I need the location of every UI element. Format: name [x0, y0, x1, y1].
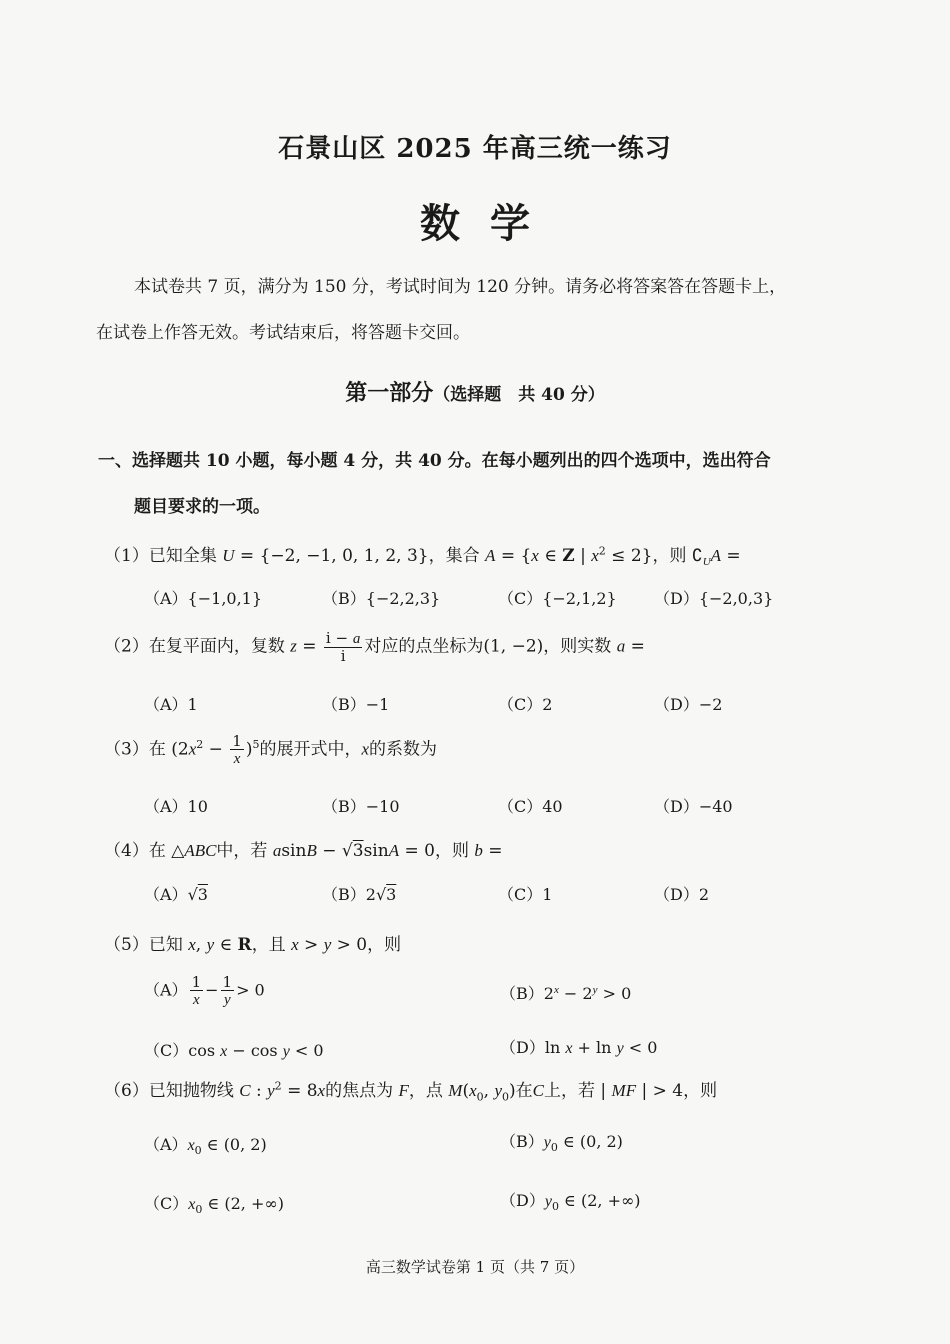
- part-title: 第一部分: [345, 380, 434, 406]
- part-note: （选择题 共 40 分）: [433, 385, 605, 405]
- option-4A[interactable]: （A）√3: [144, 885, 208, 904]
- option-3C[interactable]: （C）40: [498, 797, 563, 816]
- option-2D[interactable]: （D）−2: [654, 695, 723, 714]
- question-1: （1）已知全集 U = {−2, −1, 0, 1, 2, 3}，集合 A = {x ∈ Z | $x^2 \le 2$}，则 $∁_UA$ =: [104, 544, 741, 569]
- part-heading: [0, 376, 950, 407]
- question-number: （4）: [104, 841, 149, 861]
- option-4C[interactable]: （C）1: [498, 885, 553, 904]
- question-number: （5）: [104, 935, 149, 955]
- option-6D[interactable]: $(D)y_0$ ∈ (2, +∞): [500, 1191, 641, 1214]
- option-5B[interactable]: $(B)2^x - 2^y > 0$: [500, 983, 632, 1003]
- option-4D[interactable]: （D）2: [654, 885, 710, 904]
- question-number: （2）: [104, 636, 149, 657]
- option-5D[interactable]: （D）ln x + ln y < 0: [500, 1038, 658, 1057]
- section-instruction-1: 一、选择题共 10 小题，每小题 4 分，共 40 分。在每小题列出的四个选项中，选出符合: [98, 451, 771, 471]
- option-4B[interactable]: （B）2√3: [322, 885, 397, 904]
- option-5C[interactable]: （C）cos x − cos y < 0: [144, 1041, 324, 1060]
- option-1C[interactable]: （C）{−2,1,2}: [498, 589, 617, 608]
- option-5A[interactable]: （A） $\frac{1}{x}$ − $\frac{1}{y}$ > 0: [144, 973, 265, 1008]
- option-6C[interactable]: $(C)x_0$ ∈ (2, +∞): [144, 1194, 284, 1217]
- intro-line-2: 在试卷上作答无效。考试结束后，将答题卡交回。: [96, 323, 470, 343]
- option-1B[interactable]: （B）{−2,2,3}: [322, 589, 441, 608]
- question-5: （5）已知 x, y ∈ R，且 x > y > 0，则: [104, 935, 402, 955]
- question-6: （6）已知抛物线 C : $y^2 = 8x$的焦点为 F，点 $M(x_0$, $y_0$)在C上，若 | MF | > 4，则: [104, 1079, 718, 1104]
- subject-title: 数学: [420, 200, 560, 247]
- page-footer: 高三数学试卷第 1 页（共 7 页）: [365, 1258, 585, 1276]
- option-1A[interactable]: （A）{−1,0,1}: [144, 589, 263, 608]
- question-number: （3）: [104, 739, 149, 760]
- option-2C[interactable]: （C）2: [498, 695, 553, 714]
- option-3A[interactable]: （A）10: [144, 797, 208, 816]
- question-number: （6）: [104, 1081, 149, 1101]
- fraction: $\frac{i - a}{i}$: [325, 629, 361, 665]
- option-1D[interactable]: （D）{−2,0,3}: [654, 589, 774, 608]
- option-6A[interactable]: $(A)x_0$ ∈ (0, 2): [144, 1135, 267, 1158]
- intro-line-1: 本试卷共 7 页，满分为 150 分，考试时间为 120 分钟。请务必将答案答在答题卡上，: [134, 277, 787, 297]
- question-3: （3）在 ($2x^2$ − $\frac{1}{x}$ )$^5$的展开式中，x的系数为: [104, 732, 438, 767]
- question-2: （2）在复平面内，复数 z = $\frac{i - a}{i}$ 对应的点坐标为(1, −2)，则实数 a =: [104, 629, 645, 665]
- option-3B[interactable]: （B）−10: [322, 797, 400, 816]
- option-3D[interactable]: （D）−40: [654, 797, 733, 816]
- section-instruction-2: 题目要求的一项。: [134, 497, 270, 517]
- question-number: （1）: [104, 546, 149, 566]
- option-2B[interactable]: （B）−1: [322, 695, 390, 714]
- option-2A[interactable]: （A）1: [144, 695, 198, 714]
- question-4: （4）在 △ABC中，若 asinB − √3sinA = 0，则 b =: [104, 841, 503, 861]
- option-6B[interactable]: $(B)y_0$ ∈ (0, 2): [500, 1132, 623, 1155]
- exam-title: 石景山区 2025 年高三统一练习: [278, 134, 672, 164]
- fraction: $\frac{1}{x}$: [232, 732, 242, 767]
